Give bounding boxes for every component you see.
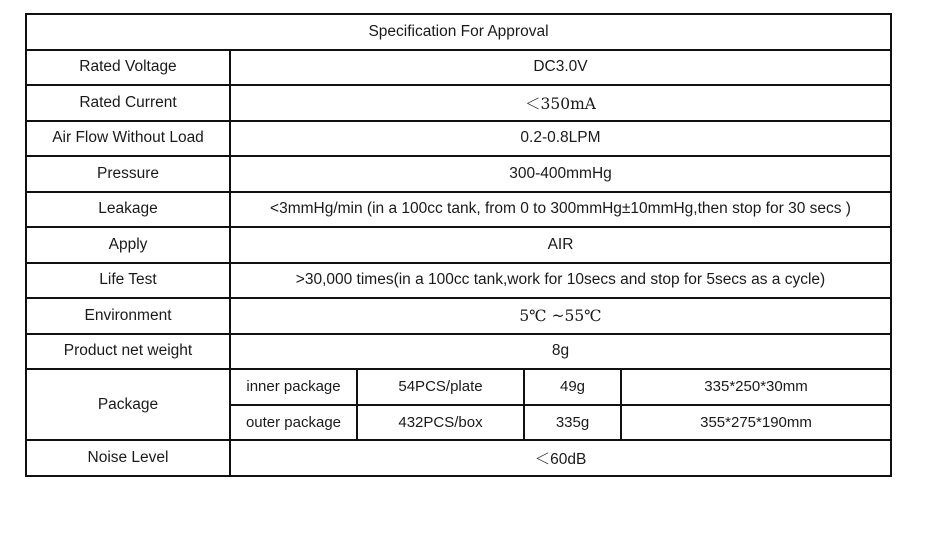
row-value: ＜350mA <box>230 85 891 121</box>
row-label: Life Test <box>26 263 230 299</box>
row-value: AIR <box>230 227 891 263</box>
row-label: Apply <box>26 227 230 263</box>
title-row <box>26 14 891 50</box>
row-value: 300-400mmHg <box>230 156 891 192</box>
row-label: Air Flow Without Load <box>26 121 230 157</box>
table-row <box>26 227 891 263</box>
table-row <box>26 156 891 192</box>
table-row <box>26 50 891 86</box>
row-value: DC3.0V <box>230 50 891 86</box>
table-row <box>26 121 891 157</box>
table-row <box>26 192 891 228</box>
row-value: 5℃ ~55℃ <box>230 298 891 334</box>
outer-package-weight: 335g <box>524 405 621 441</box>
package-inner-row <box>26 369 891 405</box>
row-label: Rated Current <box>26 85 230 121</box>
table-row <box>26 298 891 334</box>
outer-package-type: outer package <box>230 405 357 441</box>
row-label: Leakage <box>26 192 230 228</box>
package-label: Package <box>26 369 230 440</box>
row-label: Pressure <box>26 156 230 192</box>
table-title: Specification For Approval <box>26 14 891 50</box>
row-label: Product net weight <box>26 334 230 370</box>
row-value: 8g <box>230 334 891 370</box>
table-row <box>26 263 891 299</box>
inner-package-weight: 49g <box>524 369 621 405</box>
row-value: 0.2-0.8LPM <box>230 121 891 157</box>
outer-package-qty: 432PCS/box <box>357 405 524 441</box>
row-value: ＜60dB <box>230 440 891 476</box>
inner-package-qty: 54PCS/plate <box>357 369 524 405</box>
row-value: >30,000 times(in a 100cc tank,work for 10secs and stop for 5secs as a cycle) <box>230 263 891 299</box>
table-row <box>26 440 891 476</box>
inner-package-type: inner package <box>230 369 357 405</box>
specification-table <box>25 13 892 477</box>
row-label: Rated Voltage <box>26 50 230 86</box>
table-row <box>26 85 891 121</box>
table-row <box>26 334 891 370</box>
row-label: Environment <box>26 298 230 334</box>
row-value: <3mmHg/min (in a 100cc tank, from 0 to 300mmHg±10mmHg,then stop for 30 secs ) <box>230 192 891 228</box>
outer-package-size: 355*275*190mm <box>621 405 891 441</box>
inner-package-size: 335*250*30mm <box>621 369 891 405</box>
row-label: Noise Level <box>26 440 230 476</box>
